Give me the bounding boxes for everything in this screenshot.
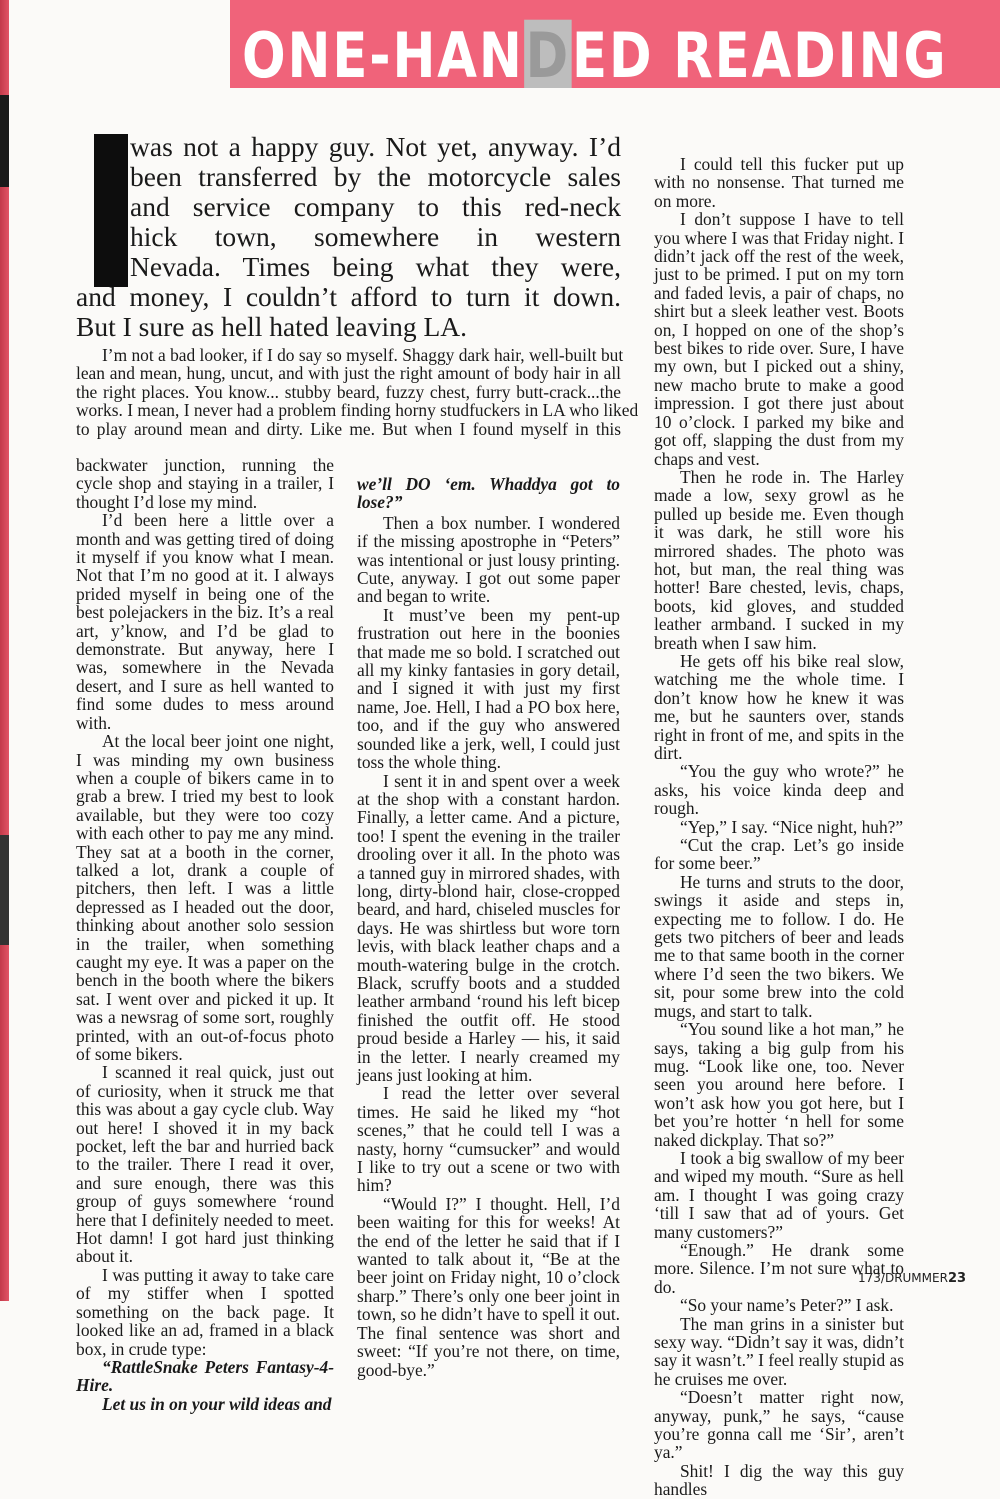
paragraph: Then a box number. I wondered if the missing apostrophe in “Peters” was intentional or just lousy printing. Cute, anyway. I got out some paper and began to write. — [357, 512, 620, 607]
title-part-1: ONE-HAN — [242, 19, 524, 88]
paragraph: “Enough.” He drank some more. Silence. I’m not sure what to do. — [654, 1239, 904, 1297]
paragraph: backwater junction, running the cycle shop and staying in a trailer, I thought I’d lose my mind. — [76, 455, 334, 512]
lead-line: Nevada. Times being what they were, — [130, 251, 621, 282]
spine-dark-mark — [0, 95, 9, 187]
lead-line: and money, I couldn’t afford to turn it down. — [76, 281, 621, 312]
paragraph: I could tell this fucker put up with no nonsense. That turned me on more. — [654, 154, 904, 211]
paragraph: It must’ve been my pent-up frustration out here in the boonies that made me so bold. I scratched out all my kinky fantasies in gory detail, and I signed it with just my first name, Joe. Hell, I had a PO box here, too, and if the guy who answered sounded like a jerk, well, I could just toss the whole thing. — [357, 604, 620, 773]
paragraph: I’d been here a little over a month and was getting tired of doing it myself if you know what I mean. Not that I’m no good at it. I always prided myself in being one of the best polejackers in the biz. It’s a real art, y’know, and I’d be glad to demonstrate. But anyway, here I was, somewhere in the Nevada desert, and I sure as hell wanted to find some dudes to mess around with. — [76, 510, 334, 733]
paragraph: Then he rode in. The Harley made a low, sexy growl as he pulled up beside me. Even though it was dark, he still wore his mirrored shades. The photo was hot, but man, the real thing was hotter! Bare chested, levis, chaps, boots, kid gloves, and studded leather armband. I sucked in my breath when I saw him. — [654, 466, 904, 653]
paragraph: “Yep,” I say. “Nice night, huh?” — [680, 816, 904, 837]
section-header-banner — [230, 0, 1000, 88]
page-number: 23 — [947, 1271, 967, 1286]
ad-quote-line: “RattleSnake Peters Fantasy-4-Hire. — [76, 1356, 334, 1396]
paragraph: He turns and struts to the door, swings it aside and steps in, expecting me to follow. I do. He gets two pitchers of beer and leads me to that same booth in the corner where I’d seen the two bikers. We sit, pour some brew into the cold mugs, and start to talk. — [654, 871, 904, 1021]
paragraph: “Would I?” I thought. Hell, I’d been waiting for this for weeks! At the end of the letter he said that if I wanted to talk about it, “Be at the beer joint on Friday night, 10 o’clock sharp.” There’s only one beer joint in town, so he didn’t have to spell it out. The final sentence was short and sweet: “If you’re not there, on time, good-bye.” — [357, 1193, 620, 1380]
paragraph: I read the letter over several times. He said he liked my “hot scenes,” that he could tell I was a nasty, horny “cumsucker” and would I like to try out a scene or two with him? — [357, 1083, 620, 1196]
body-line: to play around mean and dirty. Like me. But when I found myself in this — [76, 418, 621, 439]
paragraph: I scanned it real quick, just out of curiosity, when it struck me that this was about a gay cycle club. Way out here! I shoved it in my back pocket, left the bar and hurried back to the trailer. There I read it over, and sure enough, there was this group of guys somewhere ‘round here that I definitely needed to meet. Hot damn! I got hard just thinking about it. — [76, 1062, 334, 1267]
lead-line: was not a happy guy. Not yet, anyway. I’d — [130, 131, 621, 162]
text-column-1 — [76, 456, 334, 1413]
body-line: lean and mean, hung, uncut, and with just the right amount of body hair in all — [76, 363, 621, 384]
paragraph: “So your name’s Peter?” I ask. — [680, 1295, 894, 1316]
paragraph: “Doesn’t matter right now, anyway, punk,” he says, “cause you’re gonna call me ‘Sir’, aren’t ya.” — [654, 1387, 904, 1463]
title-part-2: ED READING — [572, 19, 948, 88]
magazine-spine-edge — [0, 0, 9, 1301]
paragraph: I took a big swallow of my beer and wiped my mouth. “Sure as hell am. I thought I was going crazy ‘till I saw that ad of yours. Get many customers?” — [654, 1147, 904, 1242]
text-column-2 — [357, 475, 620, 1379]
body-line: works. I mean, I never had a problem finding horny studfuckers in LA who liked — [76, 400, 639, 421]
body-line: I’m not a bad looker, if I do say so myself. Shaggy dark hair, well-built but — [102, 345, 624, 365]
lead-line: hick town, somewhere in western — [130, 221, 621, 252]
ad-quote-line: Let us in on your wild ideas and — [102, 1393, 332, 1414]
issue-label: 173/DRUMMER — [858, 1271, 948, 1285]
paragraph: Shit! I dig the way this guy handles — [654, 1460, 904, 1499]
section-title — [242, 19, 948, 88]
spine-dark-mark — [0, 835, 9, 945]
body-line: the right places. You know... stubby beard, fuzzy chest, furry butt-crack...the — [76, 381, 621, 402]
lead-paragraph — [76, 132, 621, 342]
paragraph: At the local beer joint one night, I was minding my own business when a couple of bikers came in to grab a brew. I tried my best to look available, but they were too cozy with each other to pay me any mind. They sat at a booth in the corner, talked a lot, drank a couple of pitchers, then left. I was a little depressed as I headed out the door, thinking about another solo session in the trailer, when something caught my eye. It was a paper on the bench in the booth where the bikers sat. I went over and picked it up. It was a newsrag of some sort, roughly printed, with an out-of-focus photo of some bikers. — [76, 731, 334, 1064]
lead-line: been transferred by the motorcycle sales — [130, 161, 621, 192]
paragraph: “You sound like a hot man,” he says, taking a big gulp from his mug. “Look like one, too. Never seen you around here before. I won’t ask how you got here, but I bet you’re hotter ‘n hell for some naked dickplay. That so?” — [654, 1019, 904, 1150]
paragraph: I was putting it away to take care of my stiffer when I spotted something on the back page. It looked like an ad, framed in a black box, in crude type: — [76, 1264, 334, 1359]
paragraph: “You the guy who wrote?” he asks, his voice kinda deep and rough. — [654, 761, 904, 819]
ad-quote-line: we’ll DO ‘em. Whaddya got to lose?” — [357, 474, 620, 513]
paragraph: “Cut the crap. Let’s go inside for some beer.” — [654, 835, 904, 874]
paragraph: I sent it in and spent over a week at the shop with a constant hardon. Finally, a letter came. And a picture, too! I spent the evening in the trailer drooling over it all. In the photo was a tanned guy in mirrored shades, with long, dirty-blond hair, close-cropped beard, and hard, chiseled muscles for days. He was shirtless but wore torn levis, with black leather chaps and a mouth-watering bulge in the crotch. Black, scruffy boots and a studded leather armband ‘round his left bicep finished the outfit off. He stood proud beside a Harley — his, it said in the letter. I nearly creamed my jeans just looking at him. — [357, 770, 620, 1085]
title-highlight-letter: D — [524, 20, 572, 88]
paragraph: He gets off his bike real slow, watching me the whole time. I don’t know how he knew it was me, but he saunters over, stands right in front of me, and spits in the dirt. — [654, 650, 904, 763]
text-column-3 — [654, 155, 904, 1499]
lead-line: But I sure as hell hated leaving LA. — [76, 311, 468, 342]
page-folio — [858, 1271, 966, 1286]
paragraph: I don’t suppose I have to tell you where I was that Friday night. I didn’t jack off the rest of the week, just to be primed. I put on my torn and faded levis, a pair of chaps, no shirt but a sleek leather vest. Boots on, I hopped on one of the shop’s best bikes to ride over. Sure, I have my own, but I picked out a shiny, new macho brute to make a good impression. I got there just about 10 o’clock. I parked my bike and got off, slapping the dust from my chaps and vest. — [654, 209, 904, 469]
lead-line: and service company to this red-neck — [130, 191, 621, 222]
paragraph: The man grins in a sinister but sexy way. “Didn’t say it was, didn’t say it wasn’t.” I feel really stupid as he cruises me over. — [654, 1313, 904, 1389]
wide-paragraph — [76, 345, 639, 439]
